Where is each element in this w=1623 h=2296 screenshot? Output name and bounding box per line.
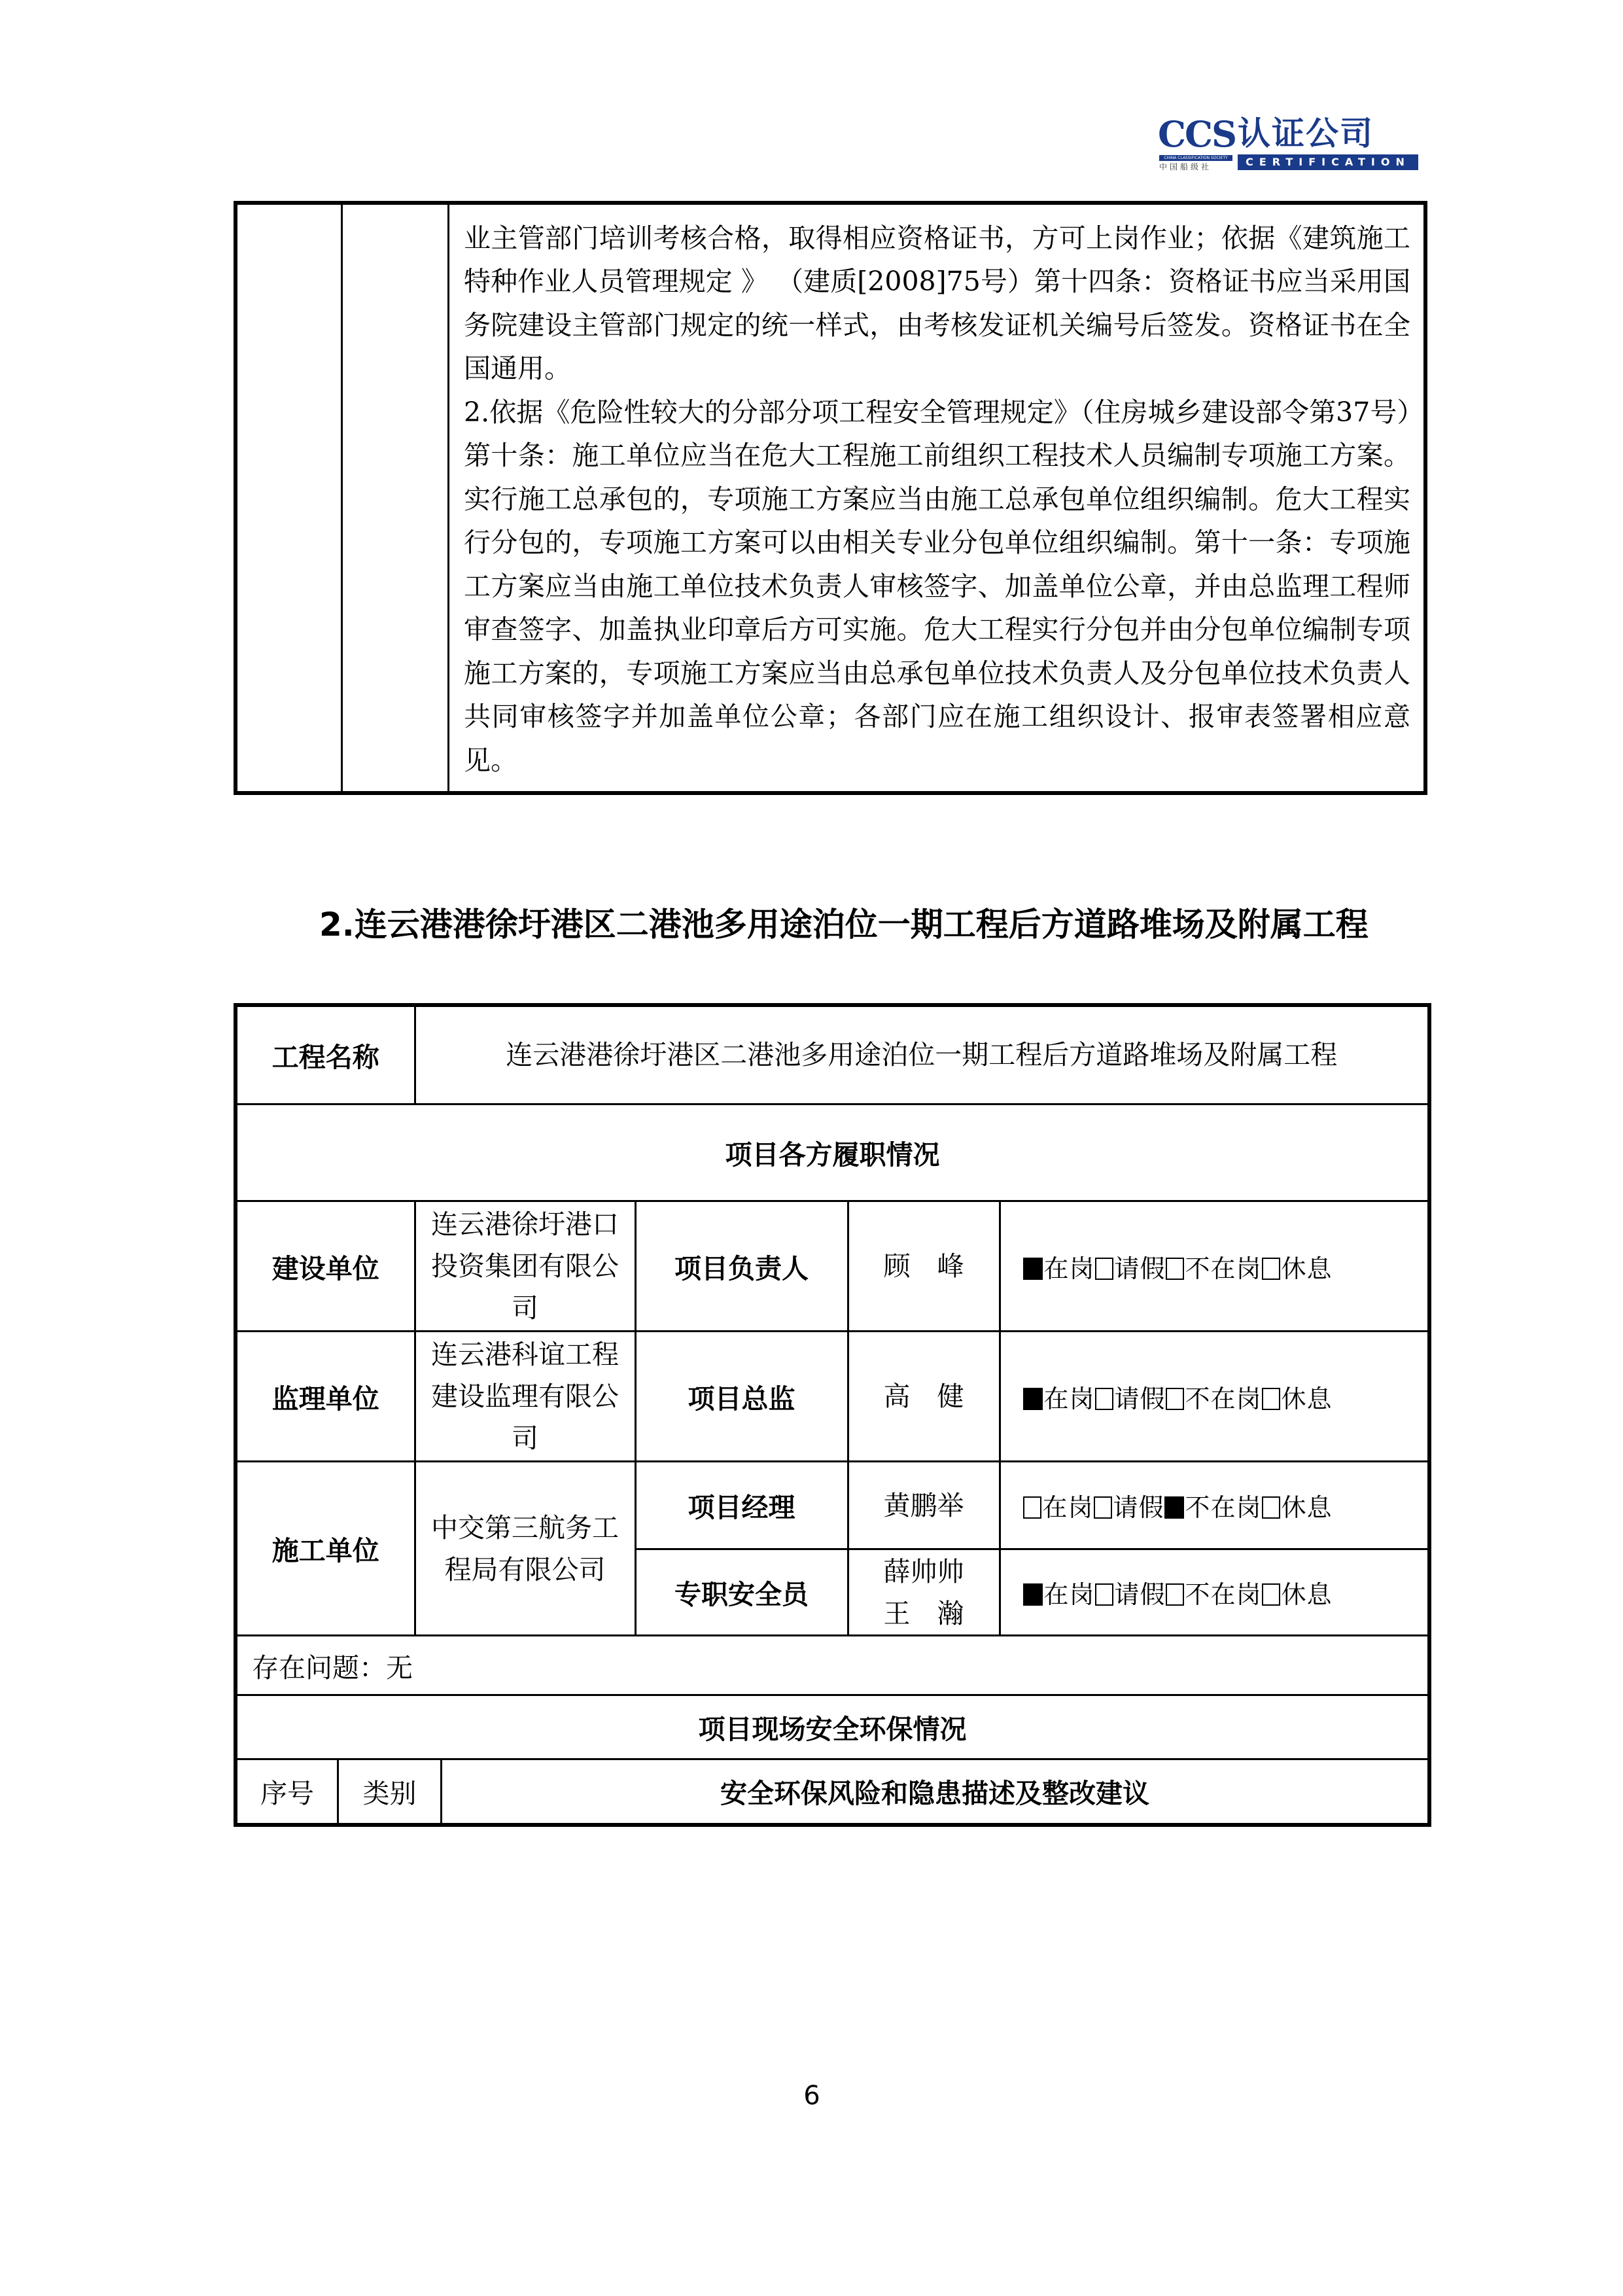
- unchecked-box-icon: [1262, 1496, 1280, 1519]
- index-cell: [236, 203, 342, 793]
- status-option-label: 不在岗: [1185, 1580, 1262, 1610]
- continued-regulation-table: [234, 201, 1427, 795]
- status-option-label: 请假: [1114, 1254, 1166, 1283]
- table-row: [236, 1636, 1429, 1695]
- status-option-label: 请假: [1114, 1580, 1166, 1610]
- project-duty-table: [234, 1003, 1431, 1827]
- unit-label: 施工单位: [236, 1462, 415, 1636]
- table-row: [236, 1695, 1429, 1759]
- ccs-certification-logo: [1158, 113, 1433, 171]
- unchecked-box-icon: [1095, 1258, 1113, 1280]
- column-header-index: 序号: [237, 1760, 338, 1823]
- table-row: [236, 1104, 1429, 1201]
- project-name-label: 工程名称: [236, 1005, 415, 1104]
- status-option-label: 在岗: [1043, 1384, 1095, 1413]
- paragraph: 业主管部门培训考核合格，取得相应资格证书，方可上岗作业；依据《建筑施工特种作业人员管理规定 》 （建质[2008]75号）第十四条：资格证书应当采用国务院建设主管部门规定的统一样式，由考核发证机关编号后签发。资格证书在全国通用。: [464, 222, 1410, 385]
- unchecked-box-icon: [1023, 1496, 1041, 1519]
- role-label: 项目负责人: [635, 1201, 848, 1332]
- status-option-label: 休息: [1281, 1493, 1333, 1523]
- description-cell: [449, 203, 1426, 793]
- column-header-description: 安全环保风险和隐患描述及整改建议: [720, 1778, 1149, 1810]
- safety-heading: 项目现场安全环保情况: [236, 1695, 1429, 1759]
- unchecked-box-icon: [1262, 1583, 1280, 1606]
- checked-box-icon: [1023, 1583, 1043, 1606]
- status-option-label: 在岗: [1043, 1580, 1095, 1610]
- unchecked-box-icon: [1095, 1388, 1113, 1410]
- logo-society-en: CHINA CLASSIFICATION SOCIETY: [1159, 155, 1232, 161]
- status-option-label: 请假: [1113, 1493, 1164, 1523]
- role-label: 专职安全员: [635, 1549, 848, 1636]
- table-header-row: [236, 1759, 1429, 1825]
- logo-company-cn: 认证公司: [1238, 115, 1374, 152]
- unchecked-box-icon: [1094, 1496, 1112, 1519]
- project-name-value: 连云港港徐圩港区二港池多用途泊位一期工程后方道路堆场及附属工程: [415, 1005, 1429, 1104]
- logo-abbr: CCS: [1158, 113, 1236, 155]
- table-row: [236, 203, 1425, 793]
- status-option-label: 在岗: [1043, 1254, 1095, 1283]
- status-option-label: 休息: [1281, 1580, 1333, 1610]
- unchecked-box-icon: [1262, 1388, 1280, 1410]
- checked-box-icon: [1164, 1496, 1184, 1519]
- logo-company-en: CERTIFICATION: [1238, 154, 1418, 170]
- person-name: 顾 峰: [848, 1201, 1000, 1332]
- attendance-status: [1000, 1462, 1429, 1549]
- unchecked-box-icon: [1262, 1258, 1280, 1280]
- category-cell: [342, 203, 449, 793]
- unchecked-box-icon: [1166, 1258, 1184, 1280]
- company-name: 连云港科谊工程建设监理有限公司: [415, 1332, 635, 1462]
- status-option-label: 休息: [1281, 1384, 1333, 1413]
- status-option-label: 请假: [1114, 1384, 1166, 1413]
- attendance-status: [1000, 1201, 1429, 1332]
- unit-label: 监理单位: [236, 1332, 415, 1462]
- company-name: 连云港徐圩港口投资集团有限公司: [415, 1201, 635, 1332]
- status-option-label: 休息: [1281, 1254, 1333, 1283]
- page-number: 6: [803, 2081, 820, 2111]
- role-label: 项目总监: [635, 1332, 848, 1462]
- role-label: 项目经理: [635, 1462, 848, 1549]
- paragraph: 2.依据《危险性较大的分部分项工程安全管理规定》（住房城乡建设部令第37号）第十条：施工单位应当在危大工程施工前组织工程技术人员编制专项施工方案。实行施工总承包的，专项施工方案应当由施工总承包单位组织编制。危大工程实行分包的，专项施工方案可以由相关专业分包单位组织编制。第十一条：专项施工方案应当由施工单位技术负责人审核签字、加盖单位公章，并由总监理工程师审查签字、加盖执业印章后方可实施。危大工程实行分包并由分包单位编制专项施工方案的，专项施工方案应当由总承包单位技术负责人及分包单位技术负责人共同审核签字并加盖单位公章；各部门应在施工组织设计、报审表签署相应意见。: [464, 396, 1410, 776]
- unchecked-box-icon: [1166, 1388, 1184, 1410]
- attendance-status: [1000, 1549, 1429, 1636]
- table-row: [236, 1332, 1429, 1462]
- column-header-category: 类别: [338, 1760, 442, 1823]
- attendance-status: [1000, 1332, 1429, 1462]
- section-heading: 2.连云港港徐圩港区二港池多用途泊位一期工程后方道路堆场及附属工程: [319, 906, 1369, 944]
- status-option-label: 在岗: [1042, 1493, 1094, 1523]
- status-option-label: 不在岗: [1185, 1384, 1262, 1413]
- unit-label: 建设单位: [236, 1201, 415, 1332]
- status-option-label: 不在岗: [1185, 1493, 1262, 1523]
- issues-text: 存在问题：无: [236, 1636, 1429, 1695]
- checked-box-icon: [1023, 1258, 1043, 1280]
- duties-heading: 项目各方履职情况: [236, 1104, 1429, 1201]
- status-option-label: 不在岗: [1185, 1254, 1262, 1283]
- regulation-text: [449, 211, 1423, 785]
- logo-society-cn: 中国船级社: [1159, 162, 1212, 171]
- safety-columns: [237, 1760, 1427, 1823]
- unchecked-box-icon: [1166, 1583, 1184, 1606]
- person-name: 黄鹏举: [848, 1462, 1000, 1549]
- table-row: [236, 1462, 1429, 1549]
- table-row: [236, 1005, 1429, 1104]
- person-name: 薛帅帅 王 瀚: [848, 1549, 1000, 1636]
- checked-box-icon: [1023, 1388, 1043, 1410]
- unchecked-box-icon: [1095, 1583, 1113, 1606]
- company-name: 中交第三航务工程局有限公司: [415, 1462, 635, 1636]
- table-row: [236, 1201, 1429, 1332]
- person-name: 高 健: [848, 1332, 1000, 1462]
